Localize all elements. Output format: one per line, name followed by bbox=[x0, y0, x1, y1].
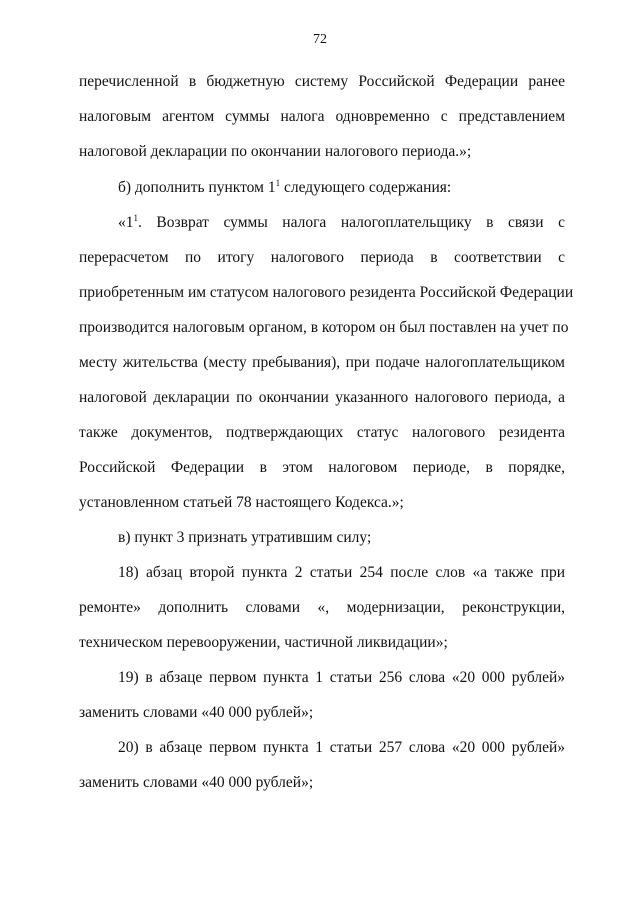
text-line: налоговым агентом суммы налога одновременно с представлением bbox=[79, 108, 565, 125]
text-line: в) пункт 3 признать утратившим силу; bbox=[118, 529, 372, 546]
superscript: 1 bbox=[275, 178, 281, 188]
text-line: ремонте» дополнить словами «, модернизации, реконструкции, bbox=[79, 599, 565, 616]
text-line: налоговой декларации по окончании налогового периода.»; bbox=[79, 143, 472, 160]
text-fragment: следующего содержания: bbox=[280, 179, 452, 196]
text-fragment: . Возврат суммы налога налогоплательщику в связи с bbox=[138, 214, 565, 231]
text-line: 20) в абзаце первом пункта 1 статьи 257 слова «20 000 рублей» bbox=[118, 739, 565, 756]
text-line bbox=[118, 178, 565, 198]
text-line: приобретенным им статусом налогового резидента Российской Федерации bbox=[79, 284, 574, 301]
superscript: 1 bbox=[133, 213, 138, 223]
text-line: производится налоговым органом, в котором он был поставлен на учет по bbox=[79, 319, 569, 336]
text-line: перечисленной в бюджетную систему Российской Федерации ранее bbox=[79, 73, 565, 90]
text-line: месту жительства (месту пребывания), при подаче налогоплательщиком bbox=[79, 354, 565, 371]
text-line: перерасчетом по итогу налогового периода в соответствии с bbox=[79, 249, 565, 266]
text-fragment: «1 bbox=[118, 214, 134, 231]
text-line: заменить словами «40 000 рублей»; bbox=[79, 774, 314, 791]
text-fragment: б) дополнить пунктом 1 bbox=[118, 179, 276, 196]
text-line: 18) абзац второй пункта 2 статьи 254 после слов «а также при bbox=[118, 564, 565, 581]
text-line: также документов, подтверждающих статус налогового резидента bbox=[79, 424, 565, 441]
text-line: заменить словами «40 000 рублей»; bbox=[79, 704, 314, 721]
text-line: техническом перевооружении, частичной ликвидации»; bbox=[79, 634, 448, 651]
text-line: 19) в абзаце первом пункта 1 статьи 256 слова «20 000 рублей» bbox=[118, 669, 565, 686]
text-line: налоговой декларации по окончании указанного налогового периода, а bbox=[79, 389, 565, 406]
text-line: Российской Федерации в этом налоговом периоде, в порядке, bbox=[79, 459, 565, 476]
page-number: 72 bbox=[313, 32, 327, 47]
text-line: установленном статьей 78 настоящего Кодекса.»; bbox=[79, 494, 404, 511]
text-line bbox=[118, 213, 565, 233]
